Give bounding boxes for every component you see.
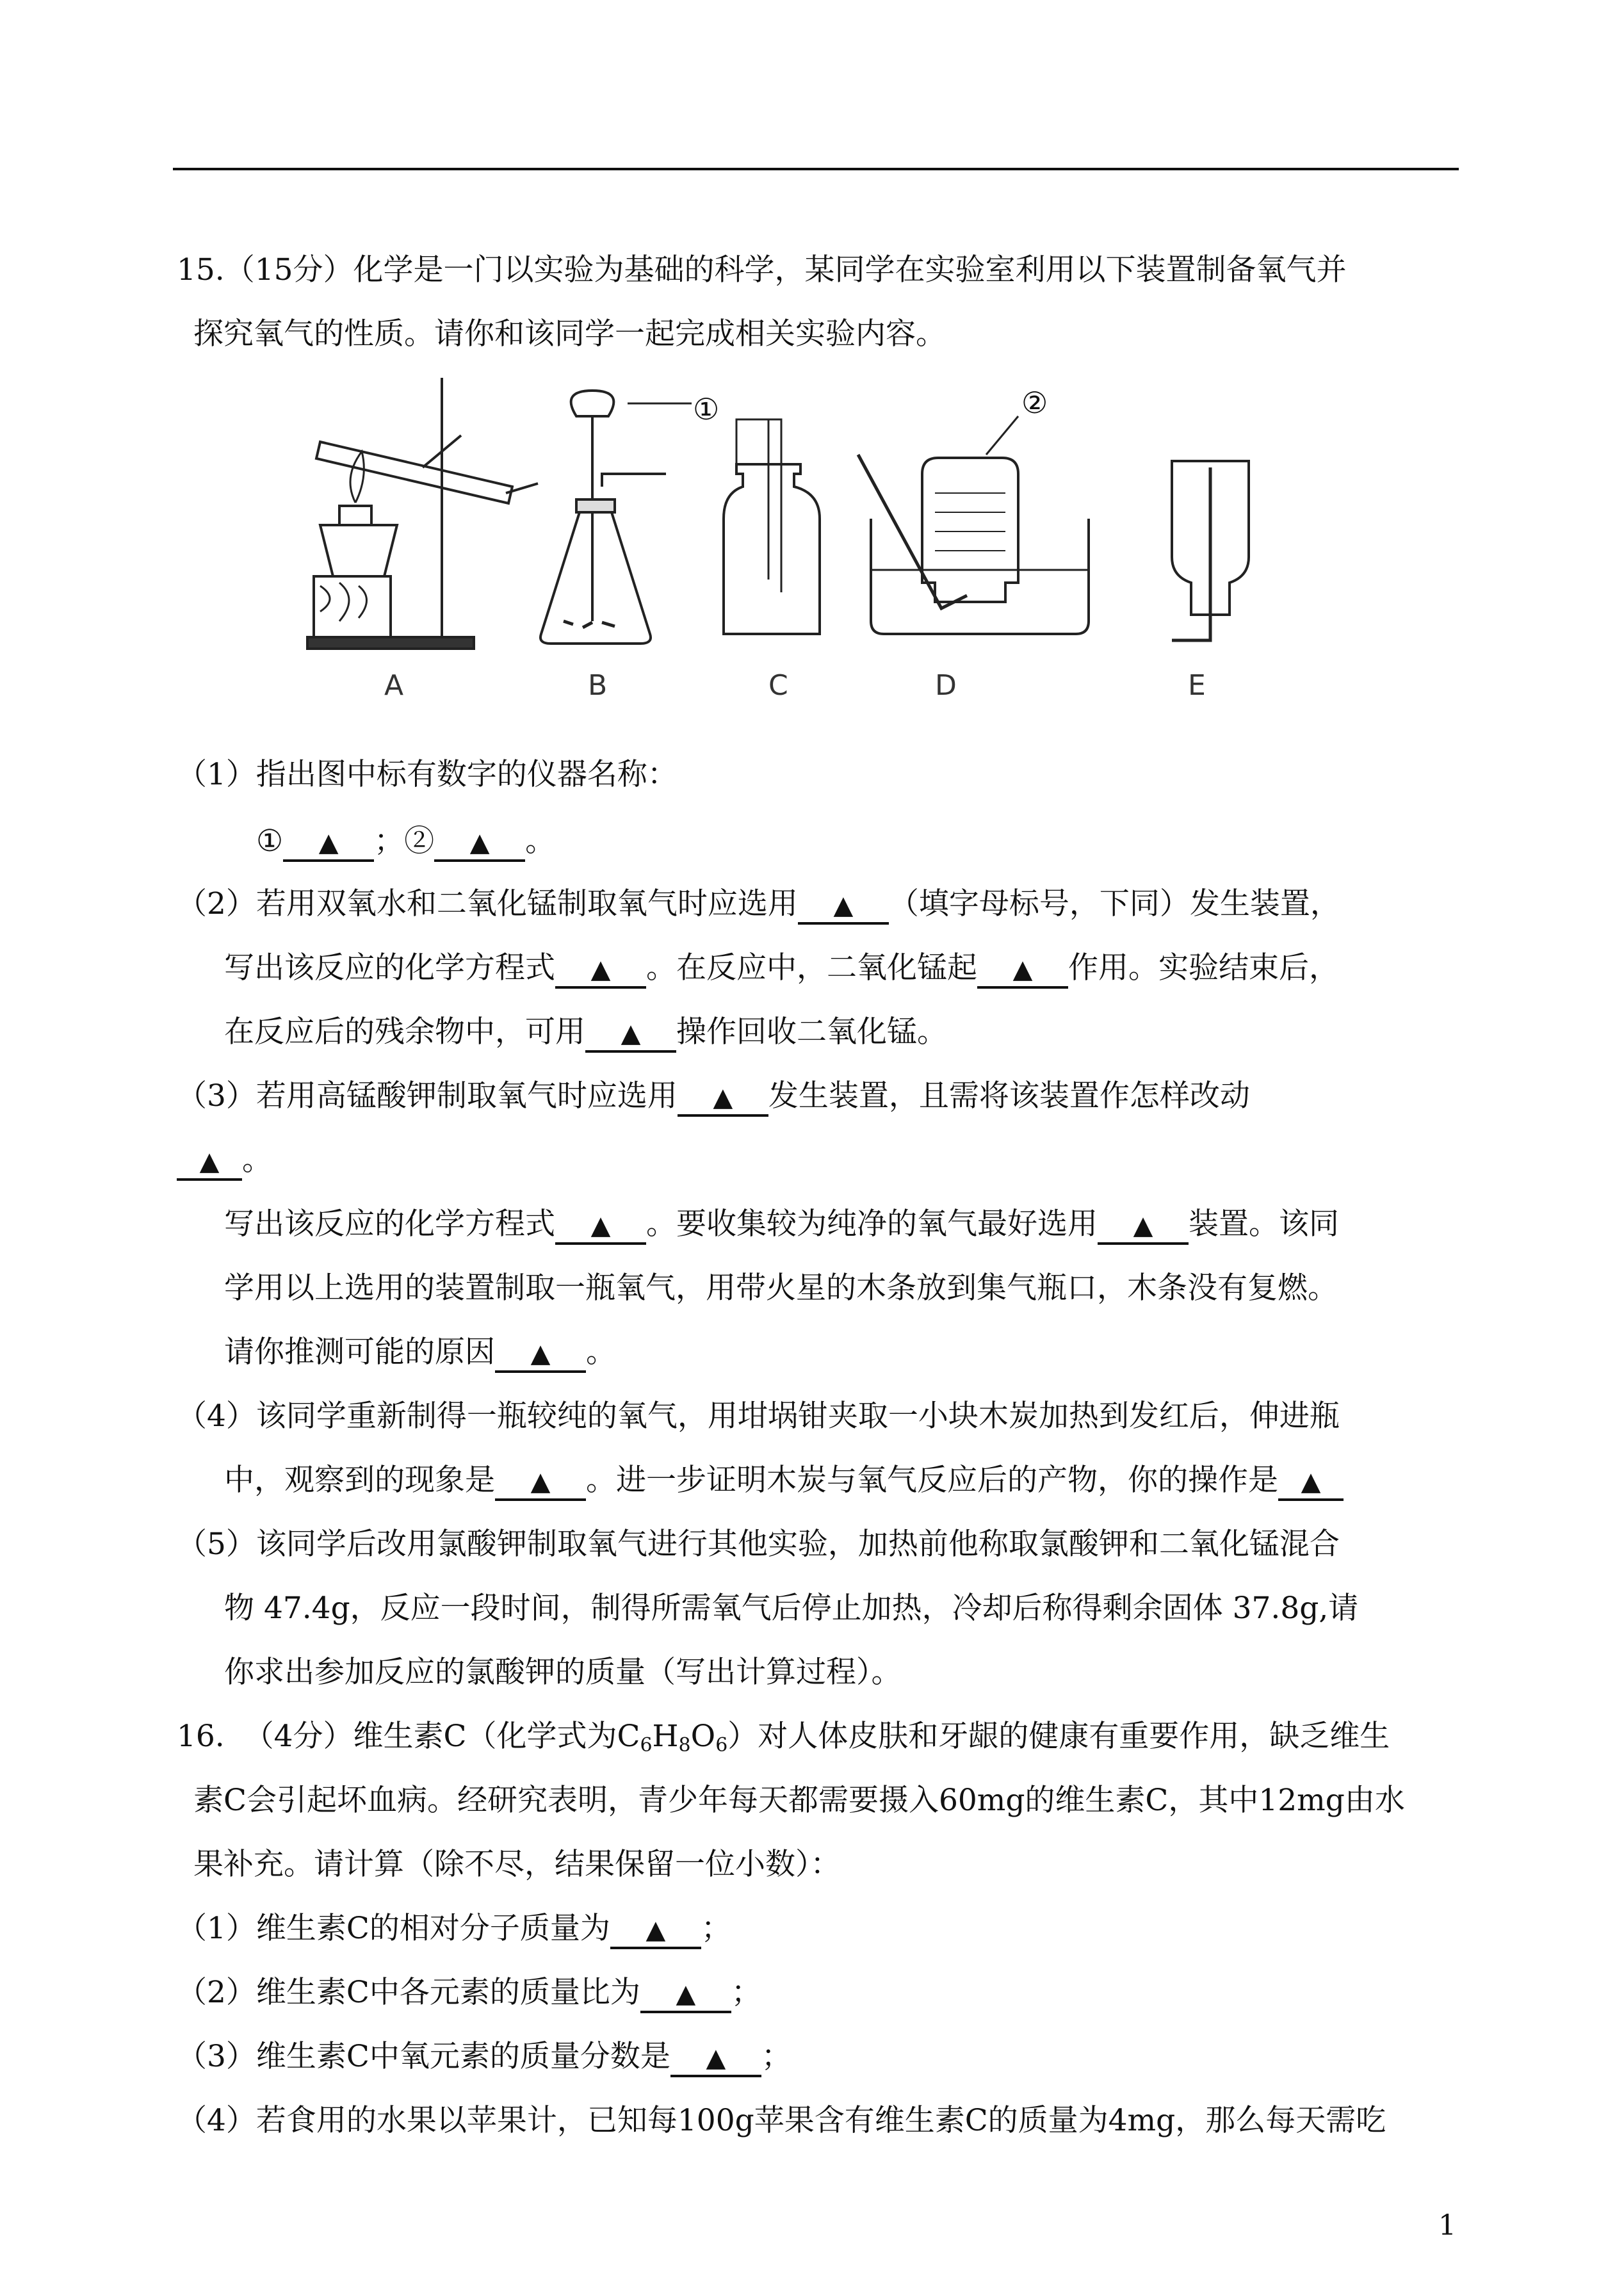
apparatus-e [1172,461,1249,702]
q15-part1-line2: ① ▲ ；② ▲ 。 [256,822,555,862]
answer-blank[interactable]: ▲ [610,1912,701,1949]
q15-part3-line5: 请你推测可能的原因 ▲ 。 [224,1333,616,1373]
q16-intro-line1: 16. （4分）维生素C（化学式为$C_6H_8O_6$）对人体皮肤和牙龈的健康有重要作用，缺乏维生 [177,1719,1390,1756]
q15-part2-line1: （2）若用双氧水和二氧化锰制取氧气时应选用 ▲ （填字母标号，下同）发生装置， [177,885,1340,925]
q16-intro-line2: 素C会引起坏血病。经研究表明，青少年每天都需要摄入60mg的维生素C，其中12mg由水 [193,1783,1405,1818]
q15-part4-line1: （4）该同学重新制得一瓶较纯的氧气，用坩埚钳夹取一小块木炭加热到发红后，伸进瓶 [177,1399,1340,1434]
q16-part1: （1）维生素C的相对分子质量为 ▲ ； [177,1910,731,1949]
q15-part4-line2: 中，观察到的现象是 ▲ 。进一步证明木炭与氧气反应后的产物，你的操作是 ▲ [224,1461,1344,1501]
q15-intro-line2: 探究氧气的性质。请你和该同学一起完成相关实验内容。 [193,316,946,352]
apparatus-figure [295,365,1281,711]
q15-part3-line1: （3）若用高锰酸钾制取氧气时应选用 ▲ 发生装置，且需将该装置作怎样改动 [177,1077,1250,1117]
q16-part4: （4）若食用的水果以苹果计，已知每100g苹果含有维生素C的质量为4mg，那么每天需吃 [177,2103,1386,2138]
answer-blank[interactable]: ▲ [283,825,374,862]
header-rule [173,168,1459,170]
page-number: 1 [1438,2209,1456,2242]
answer-blank[interactable]: ▲ [640,1976,731,2013]
answer-blank[interactable]: ▲ [678,1080,768,1117]
q16-intro-line3: 果补充。请计算（除不尽，结果保留一位小数）： [193,1847,841,1882]
answer-blank[interactable]: ▲ [670,2040,761,2077]
label-c: C [768,669,788,702]
q15-intro-line1: 15.（15分）化学是一门以实验为基础的科学，某同学在实验室利用以下装置制备氧气并 [177,252,1347,288]
answer-blank[interactable]: ▲ [495,1464,586,1501]
answer-blank[interactable]: ▲ [495,1336,586,1373]
q15-part5-line3: 你求出参加反应的氯酸钾的质量（写出计算过程）。 [224,1655,902,1690]
q15-part5-line2: 物 47.4g，反应一段时间，制得所需氧气后停止加热，冷却后称得剩余固体 37.8g,请 [224,1591,1359,1626]
apparatus-d [858,416,1089,702]
label-d: D [935,669,957,702]
q16-part3: （3）维生素C中氧元素的质量分数是 ▲ ； [177,2038,792,2077]
apparatus-c [724,419,820,702]
q15-part3-line4: 学用以上选用的装置制取一瓶氧气，用带火星的木条放到集气瓶口，木条没有复燃。 [224,1270,1338,1306]
answer-blank[interactable]: ▲ [977,952,1068,989]
apparatus-a [307,378,538,649]
label-b: B [588,669,608,702]
q16-part2: （2）维生素C中各元素的质量比为 ▲ ； [177,1974,761,2013]
label-e: E [1188,669,1206,702]
answer-blank[interactable]: ▲ [555,952,646,989]
answer-blank[interactable]: ▲ [177,1144,242,1181]
q15-part5-line1: （5）该同学后改用氯酸钾制取氧气进行其他实验，加热前他称取氯酸钾和二氧化锰混合 [177,1527,1340,1562]
apparatus-b [540,391,692,702]
label-a: A [384,669,404,702]
answer-blank[interactable]: ▲ [434,825,525,862]
answer-blank[interactable]: ▲ [1278,1464,1344,1501]
callout-2: ② [1021,385,1048,420]
q15-part2-line3: 在反应后的残余物中，可用 ▲ 操作回收二氧化锰。 [224,1013,947,1053]
answer-blank[interactable]: ▲ [1098,1208,1189,1245]
q15-part3-line3: 写出该反应的化学方程式 ▲ 。要收集较为纯净的氧气最好选用 ▲ 装置。该同 [224,1205,1339,1245]
callout-1: ① [693,392,720,426]
answer-blank[interactable]: ▲ [798,888,889,925]
q15-part2-line2: 写出该反应的化学方程式 ▲ 。在反应中，二氧化锰起 ▲ 作用。实验结束后， [224,949,1339,989]
answer-blank[interactable]: ▲ [585,1016,676,1053]
q15-part3-line2: ▲ 。 [177,1141,272,1181]
q15-part1-line1: （1）指出图中标有数字的仪器名称： [177,757,678,792]
answer-blank[interactable]: ▲ [555,1208,646,1245]
